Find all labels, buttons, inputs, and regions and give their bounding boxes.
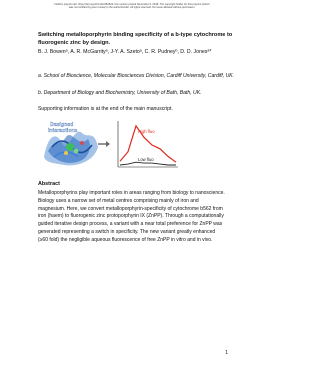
paper-title-line-1: Switching metalloporphyrin binding specificity of a b-type cytochrome to bbox=[38, 32, 233, 38]
label-low-fluo: Low fluo bbox=[138, 157, 154, 162]
supporting-info-note: Supporting information is at the end of the main manuscript. bbox=[38, 106, 173, 112]
graphical-abstract bbox=[38, 117, 182, 173]
abstract-line: generated representing a switch in specificity. The new variant greatly enhanced bbox=[38, 228, 216, 235]
abstract-line: Metalloporphyrins play important roles in areas ranging from biology to nanoscience. bbox=[38, 190, 225, 196]
abstract-line: (≥60 fold) the negligible aqueous fluorescence of free ZnPP in vitro and in vivo. bbox=[38, 236, 213, 243]
abstract-line: iron (haem) to fluorogenic zinc protoporphyrin IX (ZnPP). Through a computationally bbox=[38, 213, 224, 220]
affiliation-b: b. Department of Biology and Biochemistry, University of Bath, Bath, UK. bbox=[38, 90, 202, 96]
label-high-fluo: High fluo bbox=[138, 129, 155, 134]
label-interactions: interactions bbox=[48, 128, 78, 134]
paper-title-line-2: fluorogenic zinc by design. bbox=[38, 40, 111, 46]
abstract-text bbox=[38, 190, 228, 245]
arrow-head-icon bbox=[106, 141, 110, 147]
preprint-header-line-2: was not certified by peer review) is the author/funder. All rights reserved. No reuse allowed without permission. bbox=[68, 6, 196, 10]
graphical-abstract-figure bbox=[38, 117, 182, 173]
abstract-line: magnesium. Here, we convert metalloporphyrin-specificity of cytochrome b562 from bbox=[38, 205, 223, 212]
abstract-line: guided iterative design process, a variant with a near total preference for ZnPP was bbox=[38, 221, 223, 228]
abstract-line: Biology uses a narrow set of metal centres comprising mainly of iron and bbox=[38, 197, 199, 204]
abstract-heading: Abstract bbox=[38, 181, 60, 187]
page-number: 1 bbox=[225, 350, 228, 356]
low-fluo-line bbox=[120, 162, 176, 165]
label-designed: Designed bbox=[50, 122, 74, 128]
fluorescence-plot bbox=[118, 121, 178, 167]
paper-title bbox=[38, 31, 238, 47]
author-list: B. J. Bowenᵃ, A. R. McGarrityᵃ, J-Y. A. Szetoᵃ, C. R. Pudneyᵇ, D. D. Jonesᵃ* bbox=[38, 49, 212, 55]
preprint-header bbox=[0, 3, 264, 10]
preprint-header-line-1: bioRxiv preprint doi: https://doi.org/10.1101/452623; this version posted November 6, 2018. The copyright holder for this preprint (which bbox=[54, 3, 210, 6]
affiliation-a: a. School of Bioscience, Molecular Biosciences Division, Cardiff University, Cardiff, UK. bbox=[38, 73, 235, 79]
